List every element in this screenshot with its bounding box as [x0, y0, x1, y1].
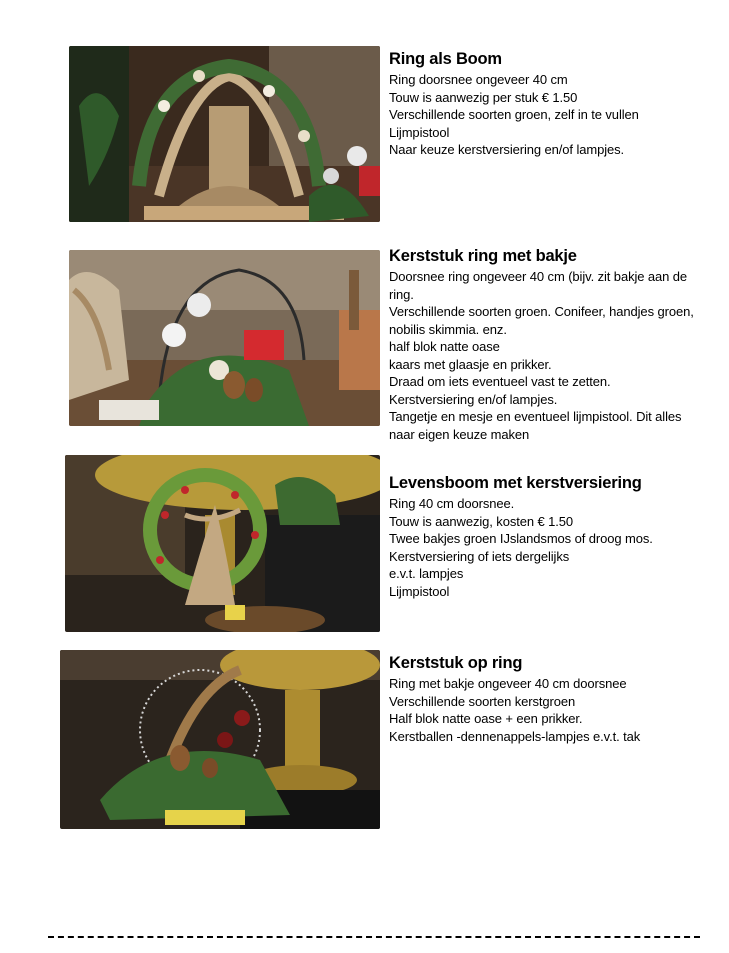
section-line: nobilis skimmia. enz.	[389, 321, 507, 337]
section-line: Verschillende soorten kerstgroen	[389, 693, 576, 709]
section-line: Kerstversiering en/of lampjes.	[389, 391, 558, 407]
section-levensboom	[389, 473, 724, 600]
section-line: Ring met bakje ongeveer 40 cm doorsnee	[389, 676, 627, 691]
section-line: Touw is aanwezig, kosten € 1.50	[389, 513, 574, 529]
section-line: Half blok natte oase + een prikker.	[389, 711, 583, 726]
section-title: Levensboom met kerstversiering	[389, 474, 642, 492]
dashed-divider	[48, 936, 700, 938]
section-line: half blok natte oase	[389, 339, 500, 354]
section-title: Kerststuk op ring	[389, 654, 523, 672]
section-line: Ring 40 cm doorsnee.	[389, 496, 515, 511]
section-title: Kerststuk ring met bakje	[389, 247, 577, 265]
section-line: naar eigen keuze maken	[389, 426, 530, 442]
section-line: Lijmpistool	[389, 583, 450, 599]
photo-kerststuk-ring-met-bakje	[69, 250, 380, 426]
section-line: Verschillende soorten groen, zelf in te vullen	[389, 107, 639, 122]
section-kerststuk-ring-met-bakje	[389, 246, 724, 443]
section-line: Kerstversiering of iets dergelijks	[389, 548, 570, 564]
section-line: ring.	[389, 286, 414, 302]
section-line: Naar keuze kerstversiering en/of lampjes.	[389, 142, 625, 157]
section-ring-als-boom	[389, 49, 724, 159]
photo-kerststuk-op-ring	[60, 650, 380, 829]
section-line: Doorsnee ring ongeveer 40 cm (bijv. zit bakje aan de	[389, 269, 688, 284]
section-line: Kerstballen -dennenappels-lampjes e.v.t. tak	[389, 728, 641, 744]
section-line: Tangetje en mesje en eventueel lijmpistool. Dit alles	[389, 409, 682, 424]
section-line: e.v.t. lampjes	[389, 566, 464, 581]
section-line: Touw is aanwezig per stuk € 1.50	[389, 89, 578, 105]
section-line: Ring doorsnee ongeveer 40 cm	[389, 72, 568, 87]
photo-ring-als-boom	[69, 46, 380, 222]
section-line: kaars met glaasje en prikker.	[389, 356, 552, 372]
section-title: Ring als Boom	[389, 50, 502, 68]
section-line: Verschillende soorten groen. Conifeer, handjes groen,	[389, 304, 694, 319]
section-line: Lijmpistool	[389, 124, 450, 140]
photo-levensboom	[65, 455, 380, 632]
section-line: Draad om iets eventueel vast te zetten.	[389, 374, 611, 389]
section-line: Twee bakjes groen IJslandsmos of droog mos.	[389, 531, 653, 546]
section-kerststuk-op-ring	[389, 653, 724, 745]
